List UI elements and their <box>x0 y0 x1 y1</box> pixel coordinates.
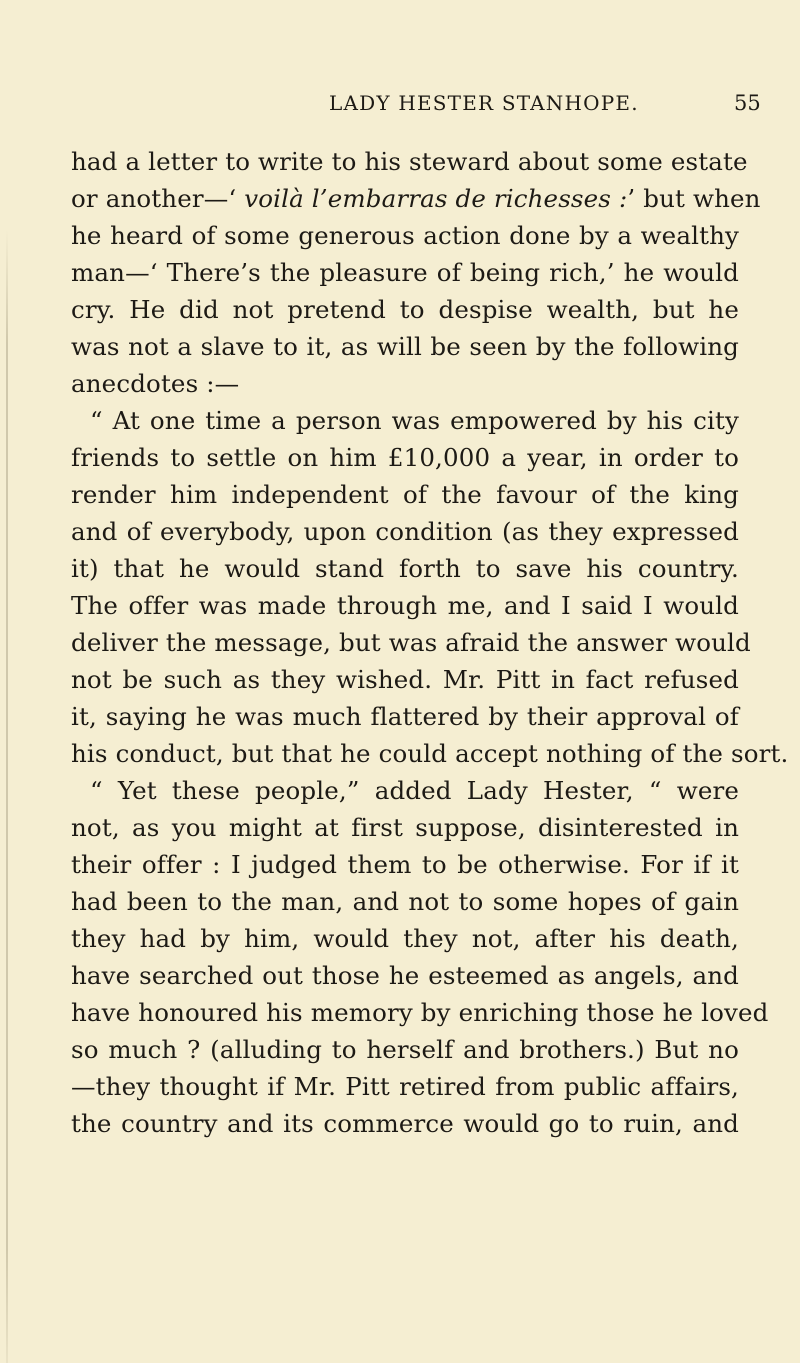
text-line-11: and of everybody, upon condition (as they expressed <box>71 517 739 546</box>
text-line-7: anecdotes :— <box>71 369 240 398</box>
running-head: LADY HESTER STANHOPE. <box>329 91 639 115</box>
text-line-8: “ At one time a person was empowered by his city <box>90 406 739 435</box>
page-number: 55 <box>734 91 761 115</box>
text-line-14: deliver the message, but was afraid the answer would <box>71 628 751 657</box>
text-line-6: was not a slave to it, as will be seen by the following <box>71 332 739 361</box>
text-line-26: —they thought if Mr. Pitt retired from public affairs, <box>71 1072 739 1101</box>
text-line-9: friends to settle on him £10,000 a year, in order to <box>71 443 739 472</box>
text-line-5: cry. He did not pretend to despise wealth, but he <box>71 295 739 324</box>
italic-french-phrase: voilà l’embarras de richesses : <box>244 184 628 213</box>
text-line-10: render him independent of the favour of the king <box>71 480 739 509</box>
text-line-2 <box>71 181 761 217</box>
text-line-16: it, saying he was much flattered by their approval of <box>71 702 739 731</box>
text-line-12: it) that he would stand forth to save his country. <box>71 554 739 583</box>
text-line-4: man—‘ There’s the pleasure of being rich,’ he would <box>71 258 739 287</box>
text-line-2-post: ’ but when <box>627 184 761 213</box>
text-line-13: The offer was made through me, and I said I would <box>71 591 739 620</box>
text-line-27: the country and its commerce would go to ruin, and <box>71 1109 739 1138</box>
text-line-20: their offer : I judged them to be otherwise. For if it <box>71 850 739 879</box>
text-line-24: have honoured his memory by enriching those he loved <box>71 998 769 1027</box>
text-line-21: had been to the man, and not to some hopes of gain <box>71 887 739 916</box>
text-line-2-pre: or another—‘ <box>71 184 245 213</box>
text-line-1: had a letter to write to his steward about some estate <box>71 147 748 176</box>
text-line-15: not be such as they wished. Mr. Pitt in fact refused <box>71 665 739 694</box>
text-line-18: “ Yet these people,” added Lady Hester, “ were <box>90 776 739 805</box>
text-line-25: so much ? (alluding to herself and brothers.) But no <box>71 1035 739 1064</box>
text-line-17: his conduct, but that he could accept nothing of the sort. <box>71 739 789 768</box>
text-line-22: they had by him, would they not, after his death, <box>71 924 739 953</box>
text-line-23: have searched out those he esteemed as angels, and <box>71 961 739 990</box>
text-line-3: he heard of some generous action done by a wealthy <box>71 221 739 250</box>
text-line-19: not, as you might at first suppose, disinterested in <box>71 813 739 842</box>
